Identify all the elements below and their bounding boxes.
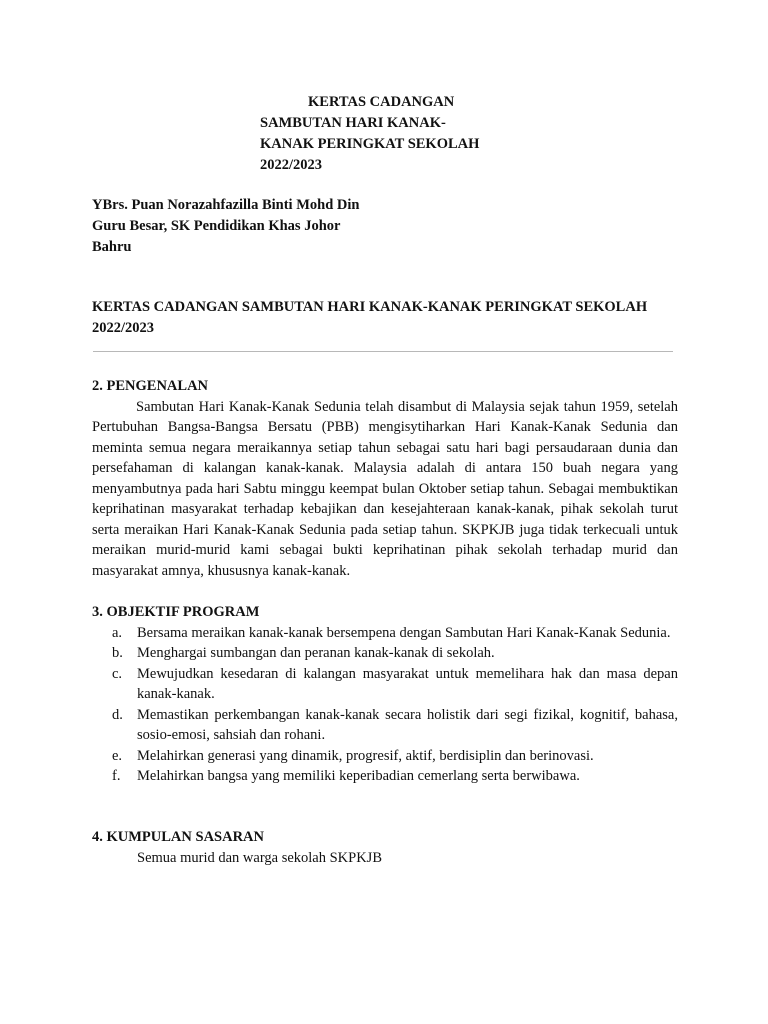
- subject-heading: [92, 297, 678, 339]
- section-objektif: [92, 602, 678, 787]
- list-marker: e.: [112, 747, 123, 764]
- section-heading: 4. KUMPULAN SASARAN: [92, 829, 264, 845]
- list-item-text: Memastikan perkembangan kanak-kanak secara holistik dari segi fizikal, kognitif, bahasa, sosio-emosi, sahsiah dan rohani.: [137, 706, 678, 743]
- list-item: [92, 746, 678, 767]
- list-marker: c.: [112, 665, 123, 682]
- title-line: KERTAS CADANGAN: [308, 94, 455, 110]
- title-line: SAMBUTAN HARI KANAK-: [260, 115, 446, 131]
- title-line: KANAK PERINGKAT SEKOLAH: [260, 136, 480, 152]
- section-body: Semua murid dan warga sekolah SKPKJB: [137, 849, 382, 866]
- subject-line: KERTAS CADANGAN SAMBUTAN HARI KANAK-KANAK PERINGKAT SEKOLAH: [92, 299, 648, 315]
- section-heading: 2. PENGENALAN: [92, 378, 209, 394]
- list-item-text: Melahirkan generasi yang dinamik, progresif, aktif, berdisiplin dan berinovasi.: [137, 747, 594, 764]
- list-item: [92, 664, 678, 705]
- addressee-block: [92, 195, 422, 258]
- addressee-line: YBrs. Puan Norazahfazilla Binti Mohd Din: [92, 197, 360, 213]
- section-pengenalan: [92, 376, 678, 581]
- subject-line: 2022/2023: [92, 320, 155, 336]
- objective-list: [92, 623, 678, 787]
- list-item-text: Menghargai sumbangan dan peranan kanak-kanak di sekolah.: [137, 645, 495, 661]
- list-item: [92, 705, 678, 746]
- list-item-text: Melahirkan bangsa yang memiliki keperibadian cemerlang serta berwibawa.: [137, 768, 580, 784]
- title-line: 2022/2023: [260, 157, 323, 173]
- list-item: [92, 643, 678, 664]
- horizontal-divider: [93, 351, 673, 352]
- document-title: [260, 92, 580, 176]
- list-marker: a.: [112, 624, 123, 641]
- addressee-line: Bahru: [92, 239, 132, 255]
- list-item: [92, 766, 678, 787]
- section-body: Sambutan Hari Kanak-Kanak Sedunia telah disambut di Malaysia sejak tahun 1959, setelah Pertubuhan Bangsa-Bangsa Bersatu (PBB) mengisytiharkan Hari Kanak-Kanak Sedunia dan meminta semua negara meraikannya setiap tahun sebagai satu hari bagi persaudaraan dunia dan persefahaman di kalangan kanak-kanak. Malaysia adalah di antara 150 buah negara yang menyambutnya pada hari Sabtu minggu keempat bulan Oktober setiap tahun. Sebagai membuktikan keprihatinan masyarakat terhadap kebajikan dan kesejahteraan kanak-kanak, pihak sekolah turut serta meraikan Hari Kanak-Kanak Sedunia pada setiap tahun. SKPKJB juga tidak terkecuali untuk meraikan murid-murid kami sebagai bukti keprihatinan pihak sekolah terhadap murid dan masyarakat amnya, khususnya kanak-kanak.: [92, 398, 678, 579]
- section-heading: 3. OBJEKTIF PROGRAM: [92, 604, 260, 620]
- list-marker: d.: [112, 706, 123, 723]
- list-item: [92, 623, 678, 644]
- list-item-text: Mewujudkan kesedaran di kalangan masyarakat untuk memelihara hak dan masa depan kanak-kanak.: [137, 665, 678, 702]
- addressee-line: Guru Besar, SK Pendidikan Khas Johor: [92, 218, 341, 234]
- list-item-text: Bersama meraikan kanak-kanak bersempena dengan Sambutan Hari Kanak-Kanak Sedunia.: [137, 624, 671, 641]
- list-marker: b.: [112, 645, 123, 661]
- section-sasaran: [92, 827, 678, 868]
- list-marker: f.: [112, 768, 121, 784]
